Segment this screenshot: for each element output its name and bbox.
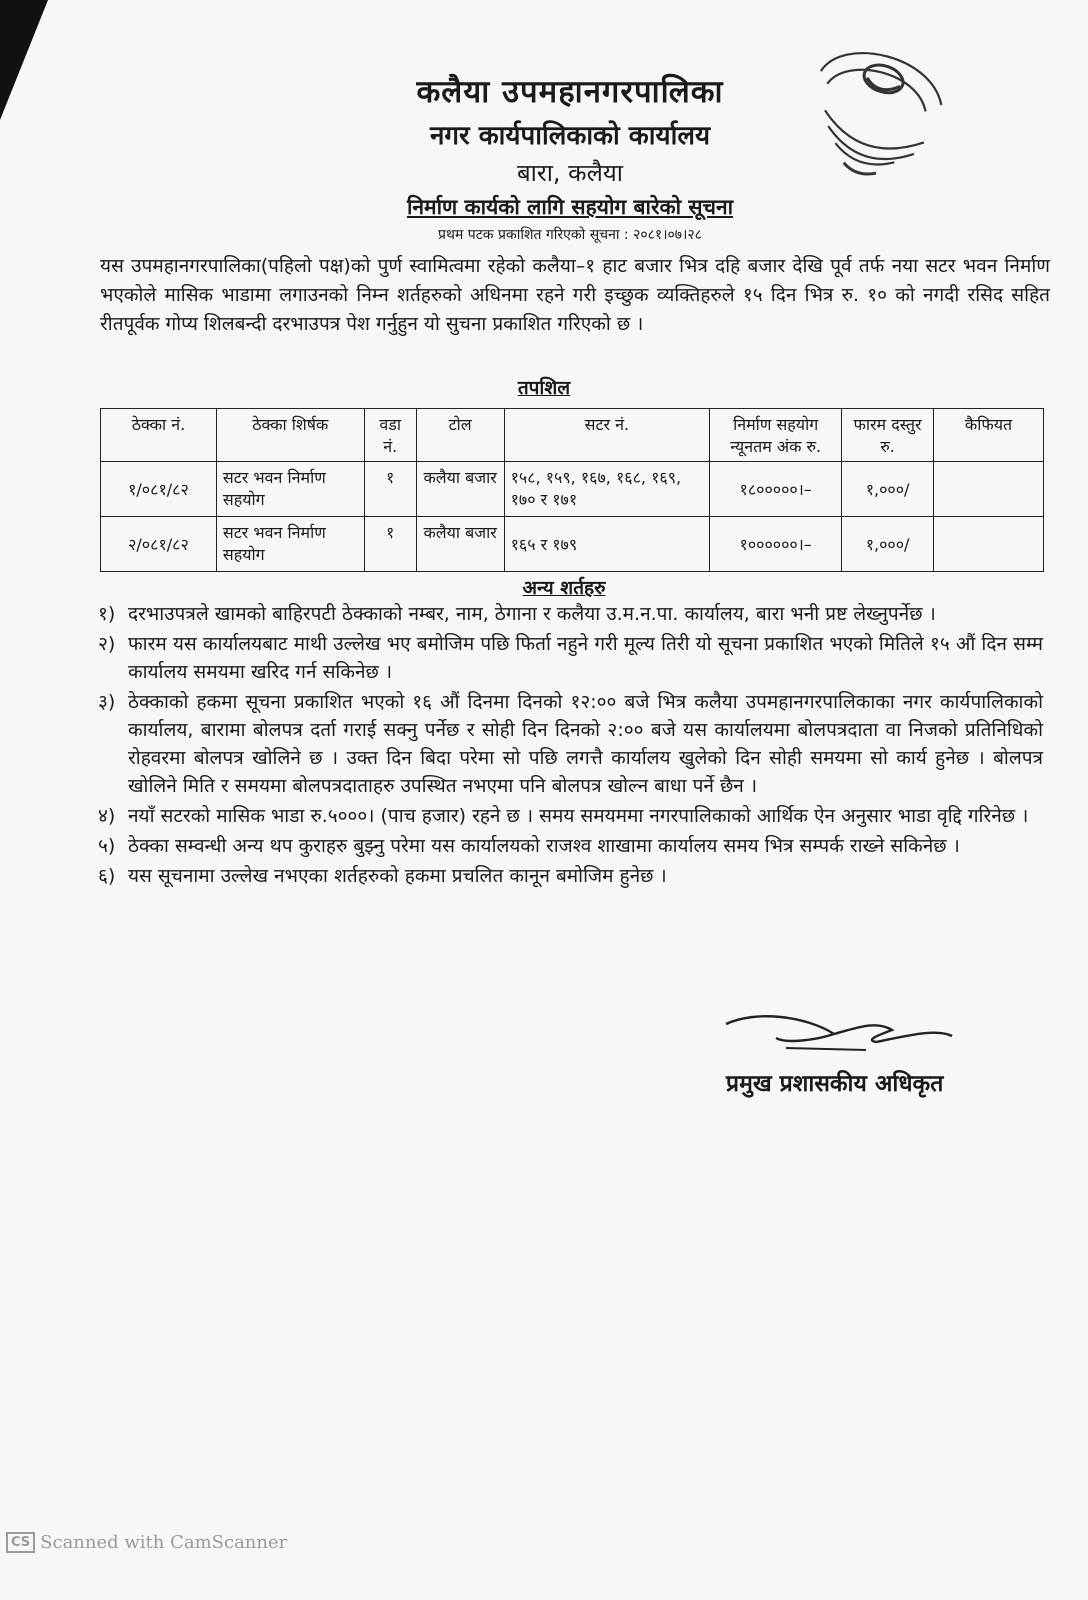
table-cell: १,०००/ xyxy=(842,462,934,517)
list-item xyxy=(98,630,1043,686)
table-cell: सटर भवन निर्माण सहयोग xyxy=(216,517,364,572)
col-header: निर्माण सहयोग न्यूनतम अंक रु. xyxy=(710,409,842,462)
contract-table xyxy=(100,408,1044,572)
publication-note: प्रथम पटक प्रकाशित गरिएको सूचना : २०८१।०७।२८ xyxy=(438,227,702,243)
list-item xyxy=(98,862,1043,890)
term-number: ३) xyxy=(98,691,116,713)
term-number: ५) xyxy=(98,835,116,857)
term-text: ठेक्का सम्वन्धी अन्य थप कुराहरु बुझ्नु परेमा यस कार्यालयको राजश्व शाखामा कार्यालय समय भित्र सम्पर्क राख्ने सकिनेछ । xyxy=(128,835,960,857)
col-header: ठेक्का नं. xyxy=(101,409,217,462)
intro-paragraph: यस उपमहानगरपालिका(पहिलो पक्ष)को पुर्ण स्वामित्वमा रहेको कलैया–१ हाट बजार भित्र दहि बजार देखि पूर्व तर्फ नया सटर भवन निर्माण भएकोले मासिक भाडामा लगाउनको निम्न शर्तहरुको अधिनमा रहने गरी इच्छुक व्यक्तिहरुले १५ दिन भित्र रु. १० को नगदी रसिद सहित रीतपूर्वक गोप्य शिलबन्दी दरभाउपत्र पेश गर्नुहुन यो सुचना प्रकाशित गरिएको छ । xyxy=(100,255,1050,335)
table-cell: १५८, १५९, १६७, १६८, १६९, १७० र १७१ xyxy=(504,462,710,517)
term-number: १) xyxy=(98,603,116,625)
municipality-name: कलैया उपमहानगरपालिका xyxy=(416,74,724,110)
letterhead xyxy=(300,70,840,244)
term-number: ६) xyxy=(98,865,116,887)
col-header: वडा नं. xyxy=(364,409,416,462)
col-header: फारम दस्तुर रु. xyxy=(842,409,934,462)
office-seal-icon xyxy=(790,30,960,200)
list-item xyxy=(98,832,1043,860)
table-cell: कलैया बजार xyxy=(416,462,504,517)
office-location: बारा, कलैया xyxy=(516,159,624,187)
scanner-watermark xyxy=(6,1532,287,1553)
term-text: दरभाउपत्रले खामको बाहिरपटी ठेक्काको नम्बर, नाम, ठेगाना र कलैया उ.म.न.पा. कार्यालय, बारा भनी प्रष्ट लेख्नुपर्नेछ । xyxy=(128,603,936,625)
col-header: सटर नं. xyxy=(504,409,710,462)
table-cell xyxy=(934,462,1044,517)
notice-title: निर्माण कार्यको लागि सहयोग बारेको सूचना xyxy=(406,195,734,219)
table-cell xyxy=(934,517,1044,572)
term-text: नयाँ सटरको मासिक भाडा रु.५०००। (पाच हजार) रहने छ । समय समयममा नगरपालिकाको आर्थिक ऐन अनुसार भाडा वृद्दि गरिनेछ । xyxy=(128,805,1029,827)
watermark-text: Scanned with CamScanner xyxy=(40,1532,288,1553)
list-item xyxy=(98,600,1043,628)
office-name: नगर कार्यपालिकाको कार्यालय xyxy=(429,121,711,151)
col-header: टोल xyxy=(416,409,504,462)
term-number: ४) xyxy=(98,805,116,827)
terms-list xyxy=(98,600,1043,892)
camscanner-logo: CS xyxy=(6,1532,35,1553)
signatory-title: प्रमुख प्रशासकीय अधिकृत xyxy=(726,1071,944,1097)
term-text: यस सूचनामा उल्लेख नभएका शर्तहरुको हकमा प्रचलित कानून बमोजिम हुनेछ । xyxy=(128,865,667,887)
table-cell: १८०००००।– xyxy=(710,462,842,517)
table-row xyxy=(101,462,1044,517)
schedule-heading: तपशिल xyxy=(517,377,571,399)
col-header: कैफियत xyxy=(934,409,1044,462)
term-text: फारम यस कार्यालयबाट माथी उल्लेख भए बमोजिम पछि फिर्ता नहुने गरी मूल्य तिरी यो सूचना प्रकाशित भएको मितिले १५ औं दिन सम्म कार्यालय समयमा खरिद गर्न सकिनेछ । xyxy=(128,633,1043,683)
table-cell: सटर भवन निर्माण सहयोग xyxy=(216,462,364,517)
term-number: २) xyxy=(98,633,116,655)
table-cell: २/०८१/८२ xyxy=(101,517,217,572)
table-cell: १६५ र १७९ xyxy=(504,517,710,572)
list-item xyxy=(98,688,1043,800)
signature-icon xyxy=(716,1010,966,1060)
list-item xyxy=(98,802,1043,830)
table-cell: १/०८१/८२ xyxy=(101,462,217,517)
table-cell: कलैया बजार xyxy=(416,517,504,572)
term-text: ठेक्काको हकमा सूचना प्रकाशित भएको १६ औं दिनमा दिनको १२:०० बजे भित्र कलैया उपमहानगरपालिकाका नगर कार्यपालिकाको कार्यालय, बारामा बोलपत्र दर्ता गराई सक्नु पर्नेछ र सोही दिन दिनको २:०० बजे यस कार्यालयमा बोलपत्रदाता वा निजको प्रतिनिधिको रोहवरमा बोलपत्र खोलिने छ । उक्त दिन बिदा परेमा सो पछि लगत्तै कार्यालय खुलेको दिन सोही समयमा सो कार्य हुनेछ । बोलपत्र खोलिने मिति र समयमा बोलपत्रदाताहरु उपस्थित नभएमा पनि बोलपत्र खोल्न बाधा पर्ने छैन । xyxy=(128,691,1043,797)
scan-corner-shadow xyxy=(0,0,48,120)
table-cell: १,०००/ xyxy=(842,517,934,572)
col-header: ठेक्का शिर्षक xyxy=(216,409,364,462)
table-header-row xyxy=(101,409,1044,462)
table-row xyxy=(101,517,1044,572)
table-cell: १ xyxy=(364,517,416,572)
terms-heading: अन्य शर्तहरु xyxy=(522,577,606,599)
table-cell: १००००००।– xyxy=(710,517,842,572)
table-cell: १ xyxy=(364,462,416,517)
